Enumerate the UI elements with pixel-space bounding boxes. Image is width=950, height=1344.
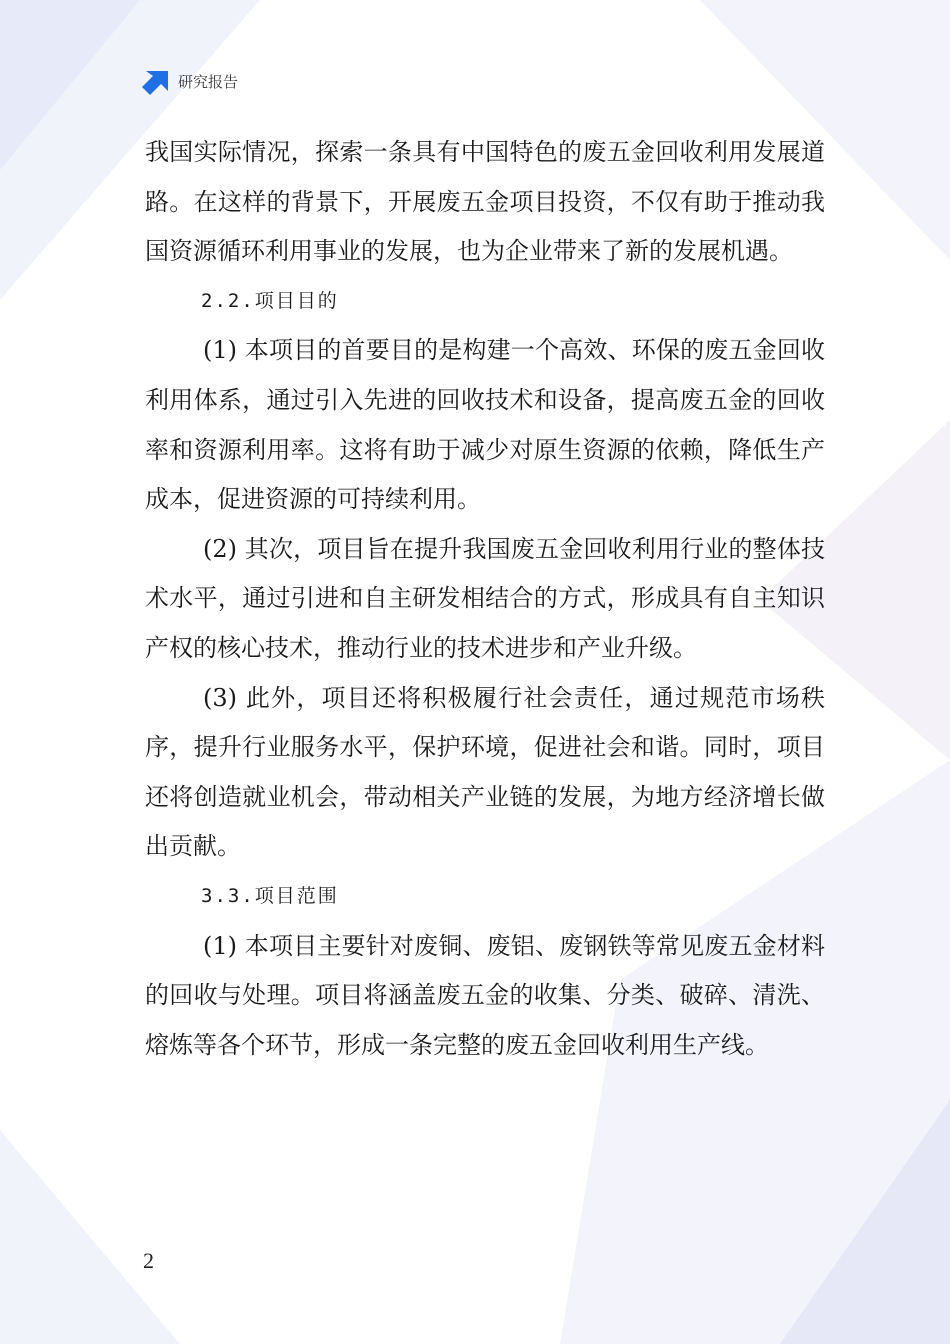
document-body [145, 128, 825, 1070]
header-title: 研究报告 [178, 72, 239, 91]
section-heading-purpose: 2.2.项目目的 [201, 289, 339, 312]
section-heading-scope: 3.3.项目范围 [201, 884, 339, 907]
report-header [142, 66, 238, 96]
arrow-up-right-icon [142, 67, 170, 95]
paragraph-scope-1: (1) 本项目主要针对废铜、废铝、废钢铁等常见废五金材料的回收与处理。项目将涵盖废五金的收集、分类、破碎、清洗、熔炼等各个环节，形成一条完整的废五金回收利用生产线。 [145, 931, 825, 1059]
paragraph-purpose-3: (3) 此外，项目还将积极履行社会责任，通过规范市场秩序，提升行业服务水平，保护环境，促进社会和谐。同时，项目还将创造就业机会，带动相关产业链的发展，为地方经济增长做出贡献。 [145, 683, 825, 861]
paragraph-background: 我国实际情况，探索一条具有中国特色的废五金回收利用发展道路。在这样的背景下，开展废五金项目投资，不仅有助于推动我国资源循环利用事业的发展，也为企业带来了新的发展机遇。 [145, 138, 825, 266]
paragraph-purpose-1: (1) 本项目的首要目的是构建一个高效、环保的废五金回收利用体系，通过引入先进的回收技术和设备，提高废五金的回收率和资源利用率。这将有助于减少对原生资源的依赖，降低生产成本，促进资源的可持续利用。 [145, 336, 825, 514]
page-number: 2 [143, 1248, 154, 1273]
paragraph-purpose-2: (2) 其次，项目旨在提升我国废五金回收利用行业的整体技术水平，通过引进和自主研发相结合的方式，形成具有自主知识产权的核心技术，推动行业的技术进步和产业升级。 [145, 534, 825, 662]
